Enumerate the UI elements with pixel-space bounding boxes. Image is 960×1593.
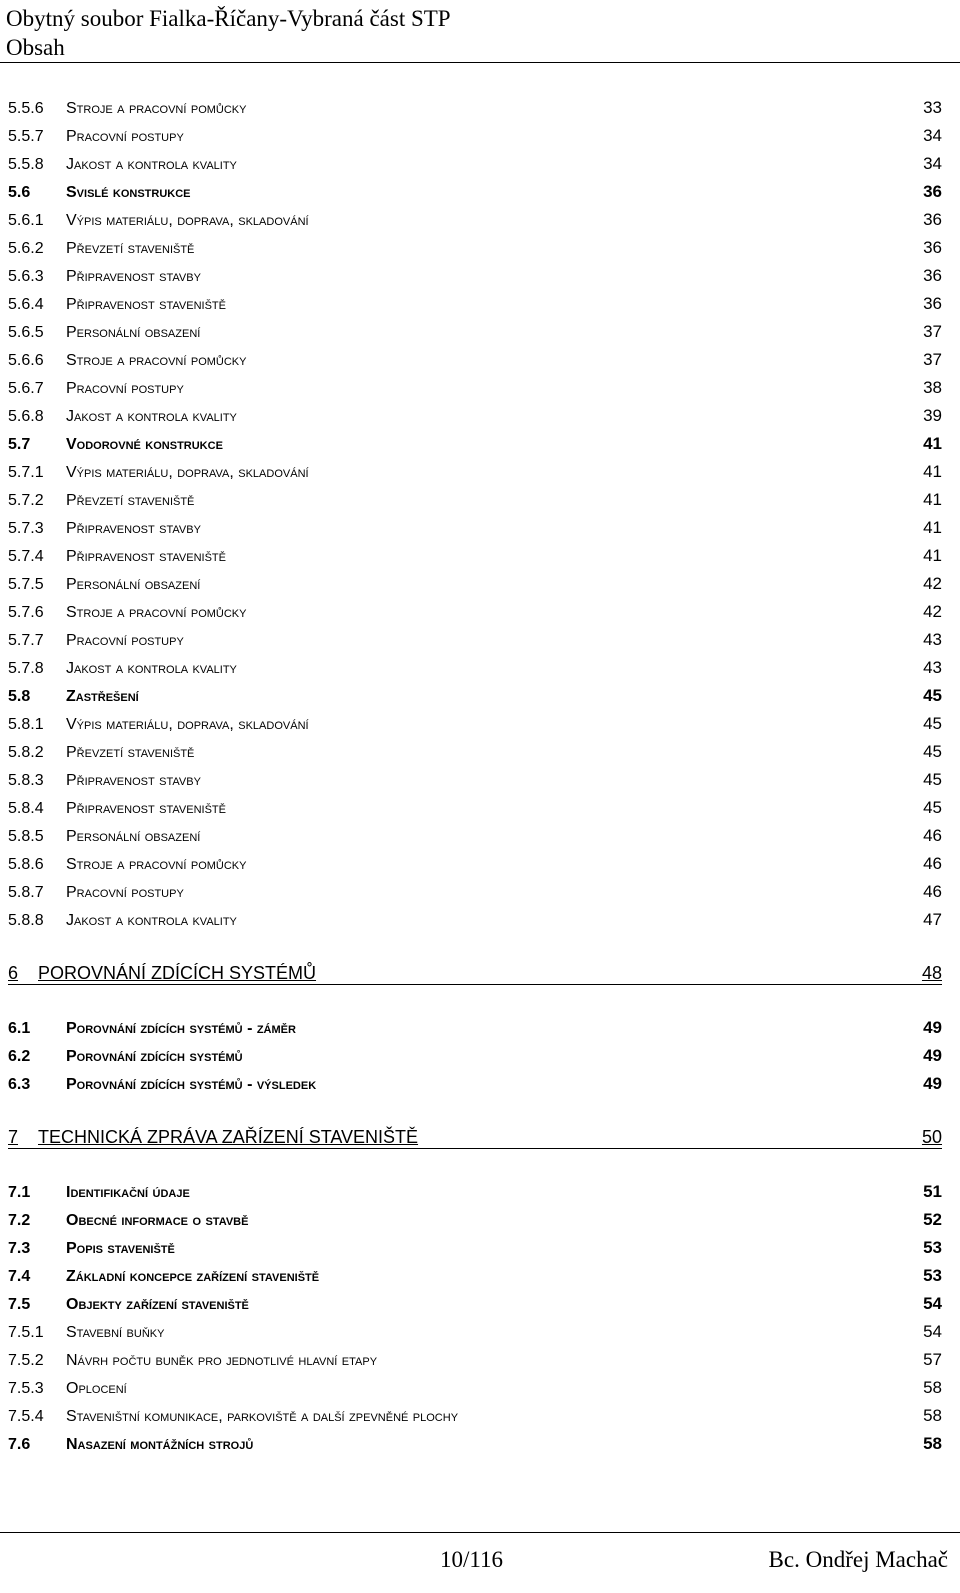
toc-entry-page: 43 xyxy=(923,630,942,649)
toc-entry[interactable] xyxy=(8,1286,942,1314)
toc-entry-title: Personální obsazení xyxy=(66,576,201,593)
toc-entry-title: Porovnání zdících systémů - výsledek xyxy=(66,1076,317,1093)
toc-entry-number: 5.8.2 xyxy=(8,744,44,761)
toc-entry-page: 36 xyxy=(923,182,942,201)
toc-entry[interactable] xyxy=(8,622,942,650)
toc-entry-title: Převzetí staveniště xyxy=(66,492,195,509)
toc-entry-title: Výpis materiálu, doprava, skladování xyxy=(66,464,309,481)
toc-entry-title: Stroje a pracovní pomůcky xyxy=(66,352,247,369)
toc-entry[interactable] xyxy=(8,1258,942,1286)
toc-entry[interactable] xyxy=(8,230,942,258)
toc-entry-number: 5.8.8 xyxy=(8,912,44,929)
toc-entry[interactable] xyxy=(8,1202,942,1230)
toc-entry-page: 49 xyxy=(923,1046,942,1065)
toc-entry-title: Pracovní postupy xyxy=(66,632,184,649)
toc-entry[interactable] xyxy=(8,734,942,762)
toc-entry[interactable] xyxy=(8,1342,942,1370)
toc-entry-title: Připravenost stavby xyxy=(66,772,201,789)
toc-entry-title: Personální obsazení xyxy=(66,828,201,845)
toc-entry[interactable] xyxy=(8,370,942,398)
toc-entry-title: Staveništní komunikace, parkoviště a další zpevněné plochy xyxy=(66,1408,459,1425)
toc-entry[interactable] xyxy=(8,762,942,790)
toc-entry-title: Připravenost stavby xyxy=(66,520,201,537)
toc-entry-number: 5.6.6 xyxy=(8,352,44,369)
toc-entry-number: 7.3 xyxy=(8,1240,31,1257)
toc-entry[interactable] xyxy=(8,314,942,342)
toc-chapter[interactable] xyxy=(8,956,942,985)
toc-entry-number: 5.5.8 xyxy=(8,156,44,173)
toc-entry-number: 5.8.1 xyxy=(8,716,44,733)
toc-entry-title: Stavební buňky xyxy=(66,1324,165,1341)
toc-entry-number: 7.5.4 xyxy=(8,1408,44,1425)
toc-entry-number: 7.4 xyxy=(8,1268,31,1285)
toc-entry[interactable] xyxy=(8,1426,942,1454)
toc-entry-title: Návrh počtu buněk pro jednotlivé hlavní etapy xyxy=(66,1352,378,1369)
toc-entry-page: 49 xyxy=(923,1018,942,1037)
toc-entry-page: 34 xyxy=(923,126,942,145)
toc-entry-page: 54 xyxy=(923,1294,942,1313)
toc-entry-title: Jakost a kontrola kvality xyxy=(66,156,237,173)
toc-entry[interactable] xyxy=(8,286,942,314)
toc-entry-title: Vodorovné konstrukce xyxy=(66,436,223,453)
toc-entry-number: 7.5.3 xyxy=(8,1380,44,1397)
toc-entry-page: 41 xyxy=(923,490,942,509)
toc-entry-title: Výpis materiálu, doprava, skladování xyxy=(66,212,309,229)
toc-entry[interactable] xyxy=(8,846,942,874)
toc-entry-number: 6 xyxy=(8,963,19,983)
toc-entry-title: Nasazení montážních strojů xyxy=(66,1436,254,1453)
toc-entry[interactable] xyxy=(8,706,942,734)
toc-entry[interactable] xyxy=(8,146,942,174)
toc-entry[interactable] xyxy=(8,258,942,286)
toc-entry-title: POROVNÁNÍ ZDÍCÍCH SYSTÉMŮ xyxy=(38,963,317,983)
toc-entry-title: Pracovní postupy xyxy=(66,884,184,901)
toc-entry-page: 41 xyxy=(923,434,942,453)
toc-entry[interactable] xyxy=(8,874,942,902)
toc-entry-page: 45 xyxy=(923,686,942,705)
toc-entry-page: 57 xyxy=(923,1350,942,1369)
toc-entry-page: 45 xyxy=(923,798,942,817)
toc-entry-title: Připravenost staveniště xyxy=(66,548,226,565)
toc-entry-page: 42 xyxy=(923,602,942,621)
toc-entry-title: Porovnání zdících systémů - záměr xyxy=(66,1020,296,1037)
toc-entry[interactable] xyxy=(8,454,942,482)
toc-entry-number: 5.6.5 xyxy=(8,324,44,341)
page-header xyxy=(6,4,946,62)
table-of-contents xyxy=(8,90,942,1454)
toc-entry-title: Personální obsazení xyxy=(66,324,201,341)
toc-entry-page: 52 xyxy=(923,1210,942,1229)
toc-entry-number: 6.1 xyxy=(8,1020,31,1037)
toc-entry[interactable] xyxy=(8,902,942,930)
toc-entry-number: 5.8.6 xyxy=(8,856,44,873)
toc-entry-number: 5.7.5 xyxy=(8,576,44,593)
toc-entry-number: 5.7.8 xyxy=(8,660,44,677)
toc-chapter[interactable] xyxy=(8,1120,942,1149)
toc-entry-page: 53 xyxy=(923,1238,942,1257)
toc-entry-title: Výpis materiálu, doprava, skladování xyxy=(66,716,309,733)
toc-entry-number: 5.8 xyxy=(8,688,31,705)
toc-entry-title: Oplocení xyxy=(66,1380,127,1397)
toc-entry-title: Jakost a kontrola kvality xyxy=(66,912,237,929)
toc-entry[interactable] xyxy=(8,818,942,846)
toc-entry-title: TECHNICKÁ ZPRÁVA ZAŘÍZENÍ STAVENIŠTĚ xyxy=(38,1127,419,1147)
toc-entry[interactable] xyxy=(8,1174,942,1202)
toc-entry-number: 7.5 xyxy=(8,1296,31,1313)
toc-entry-number: 5.6.7 xyxy=(8,380,44,397)
toc-entry-page: 51 xyxy=(923,1182,942,1201)
toc-entry-page: 36 xyxy=(923,266,942,285)
toc-entry-page: 36 xyxy=(923,238,942,257)
toc-entry-page: 45 xyxy=(923,742,942,761)
toc-entry-page: 37 xyxy=(923,350,942,369)
toc-entry-number: 7.2 xyxy=(8,1212,31,1229)
toc-entry-number: 5.8.3 xyxy=(8,772,44,789)
toc-entry[interactable] xyxy=(8,174,942,202)
toc-entry-number: 7.5.2 xyxy=(8,1352,44,1369)
toc-entry-number: 5.8.4 xyxy=(8,800,44,817)
toc-entry[interactable] xyxy=(8,678,942,706)
toc-entry-page: 41 xyxy=(923,462,942,481)
toc-entry[interactable] xyxy=(8,1010,942,1038)
toc-entry-number: 5.7.2 xyxy=(8,492,44,509)
toc-entry-page: 41 xyxy=(923,546,942,565)
toc-entry-title: Identifikační údaje xyxy=(66,1184,190,1201)
toc-entry[interactable] xyxy=(8,1398,942,1426)
toc-entry[interactable] xyxy=(8,1066,942,1094)
section-title: Obsah xyxy=(6,35,65,60)
toc-entry-title: Stroje a pracovní pomůcky xyxy=(66,604,247,621)
toc-entry-title: Jakost a kontrola kvality xyxy=(66,660,237,677)
toc-entry-page: 49 xyxy=(923,1074,942,1093)
toc-entry-number: 7.5.1 xyxy=(8,1324,44,1341)
toc-entry-page: 46 xyxy=(923,882,942,901)
toc-entry-page: 38 xyxy=(923,378,942,397)
toc-entry-title: Připravenost staveniště xyxy=(66,800,226,817)
toc-entry-page: 45 xyxy=(923,714,942,733)
toc-entry-page: 46 xyxy=(923,826,942,845)
toc-entry-number: 7.6 xyxy=(8,1436,31,1453)
toc-entry-page: 33 xyxy=(923,98,942,117)
toc-entry[interactable] xyxy=(8,566,942,594)
toc-entry-title: Jakost a kontrola kvality xyxy=(66,408,237,425)
toc-entry[interactable] xyxy=(8,1038,942,1066)
toc-entry[interactable] xyxy=(8,482,942,510)
toc-entry[interactable] xyxy=(8,790,942,818)
toc-entry[interactable] xyxy=(8,426,942,454)
toc-entry-title: Připravenost staveniště xyxy=(66,296,226,313)
toc-entry-number: 5.7.4 xyxy=(8,548,44,565)
toc-entry[interactable] xyxy=(8,594,942,622)
toc-entry-title: Převzetí staveniště xyxy=(66,744,195,761)
toc-entry-number: 5.7.1 xyxy=(8,464,44,481)
toc-entry-page: 34 xyxy=(923,154,942,173)
toc-entry-title: Stroje a pracovní pomůcky xyxy=(66,856,247,873)
toc-entry-number: 6.3 xyxy=(8,1076,31,1093)
author-name: Bc. Ondřej Machač xyxy=(768,1547,948,1572)
page-number: 10/116 xyxy=(440,1547,504,1572)
toc-entry-page: 36 xyxy=(923,294,942,313)
footer-divider xyxy=(0,1532,960,1533)
toc-entry-title: Připravenost stavby xyxy=(66,268,201,285)
toc-entry[interactable] xyxy=(8,650,942,678)
toc-entry[interactable] xyxy=(8,1370,942,1398)
document-title: Obytný soubor Fialka-Říčany-Vybraná část STP xyxy=(6,6,451,31)
toc-entry-title: Objekty zařízení staveniště xyxy=(66,1296,249,1313)
toc-entry-page: 58 xyxy=(923,1434,942,1453)
toc-entry-title: Popis staveniště xyxy=(66,1240,175,1257)
toc-entry-number: 5.5.7 xyxy=(8,128,44,145)
toc-entry-page: 45 xyxy=(923,770,942,789)
toc-entry-number: 5.6.3 xyxy=(8,268,44,285)
toc-entry-page: 58 xyxy=(923,1378,942,1397)
toc-entry-title: Převzetí staveniště xyxy=(66,240,195,257)
toc-entry[interactable] xyxy=(8,342,942,370)
toc-entry-title: Svislé konstrukce xyxy=(66,184,191,201)
toc-entry-page: 48 xyxy=(921,963,942,983)
toc-entry-title: Porovnání zdících systémů xyxy=(66,1048,243,1065)
toc-entry-page: 54 xyxy=(923,1322,942,1341)
toc-entry-number: 5.7 xyxy=(8,436,31,453)
toc-entry-page: 39 xyxy=(923,406,942,425)
toc-entry-title: Zastřešení xyxy=(66,688,139,705)
toc-entry-title: Pracovní postupy xyxy=(66,380,184,397)
toc-entry-page: 53 xyxy=(923,1266,942,1285)
toc-entry[interactable] xyxy=(8,90,942,118)
toc-entry-number: 5.6 xyxy=(8,184,31,201)
toc-entry-title: Obecné informace o stavbě xyxy=(66,1212,249,1229)
toc-entry-number: 5.8.7 xyxy=(8,884,44,901)
toc-entry-page: 50 xyxy=(921,1127,942,1147)
toc-entry[interactable] xyxy=(8,202,942,230)
toc-entry-number: 5.6.1 xyxy=(8,212,44,229)
toc-entry-title: Základní koncepce zařízení staveniště xyxy=(66,1268,320,1285)
toc-entry-page: 42 xyxy=(923,574,942,593)
toc-entry-page: 47 xyxy=(923,910,942,929)
toc-entry-number: 5.7.3 xyxy=(8,520,44,537)
toc-entry-number: 5.5.6 xyxy=(8,100,44,117)
toc-entry-title: Stroje a pracovní pomůcky xyxy=(66,100,247,117)
toc-entry-number: 5.7.6 xyxy=(8,604,44,621)
toc-entry-page: 36 xyxy=(923,210,942,229)
toc-entry-number: 5.6.4 xyxy=(8,296,44,313)
toc-entry-page: 41 xyxy=(923,518,942,537)
toc-entry[interactable] xyxy=(8,398,942,426)
toc-entry-number: 5.6.2 xyxy=(8,240,44,257)
toc-entry-number: 5.8.5 xyxy=(8,828,44,845)
toc-entry-number: 6.2 xyxy=(8,1048,31,1065)
toc-entry[interactable] xyxy=(8,118,942,146)
toc-entry[interactable] xyxy=(8,1230,942,1258)
toc-entry-number: 7.1 xyxy=(8,1184,31,1201)
toc-entry[interactable] xyxy=(8,538,942,566)
toc-entry-page: 46 xyxy=(923,854,942,873)
header-divider xyxy=(0,62,960,63)
toc-entry-number: 5.7.7 xyxy=(8,632,44,649)
toc-entry-number: 7 xyxy=(8,1127,19,1147)
toc-entry-title: Pracovní postupy xyxy=(66,128,184,145)
toc-entry-number: 5.6.8 xyxy=(8,408,44,425)
toc-entry[interactable] xyxy=(8,1314,942,1342)
toc-entry[interactable] xyxy=(8,510,942,538)
toc-entry-page: 37 xyxy=(923,322,942,341)
toc-entry-page: 58 xyxy=(923,1406,942,1425)
toc-entry-page: 43 xyxy=(923,658,942,677)
